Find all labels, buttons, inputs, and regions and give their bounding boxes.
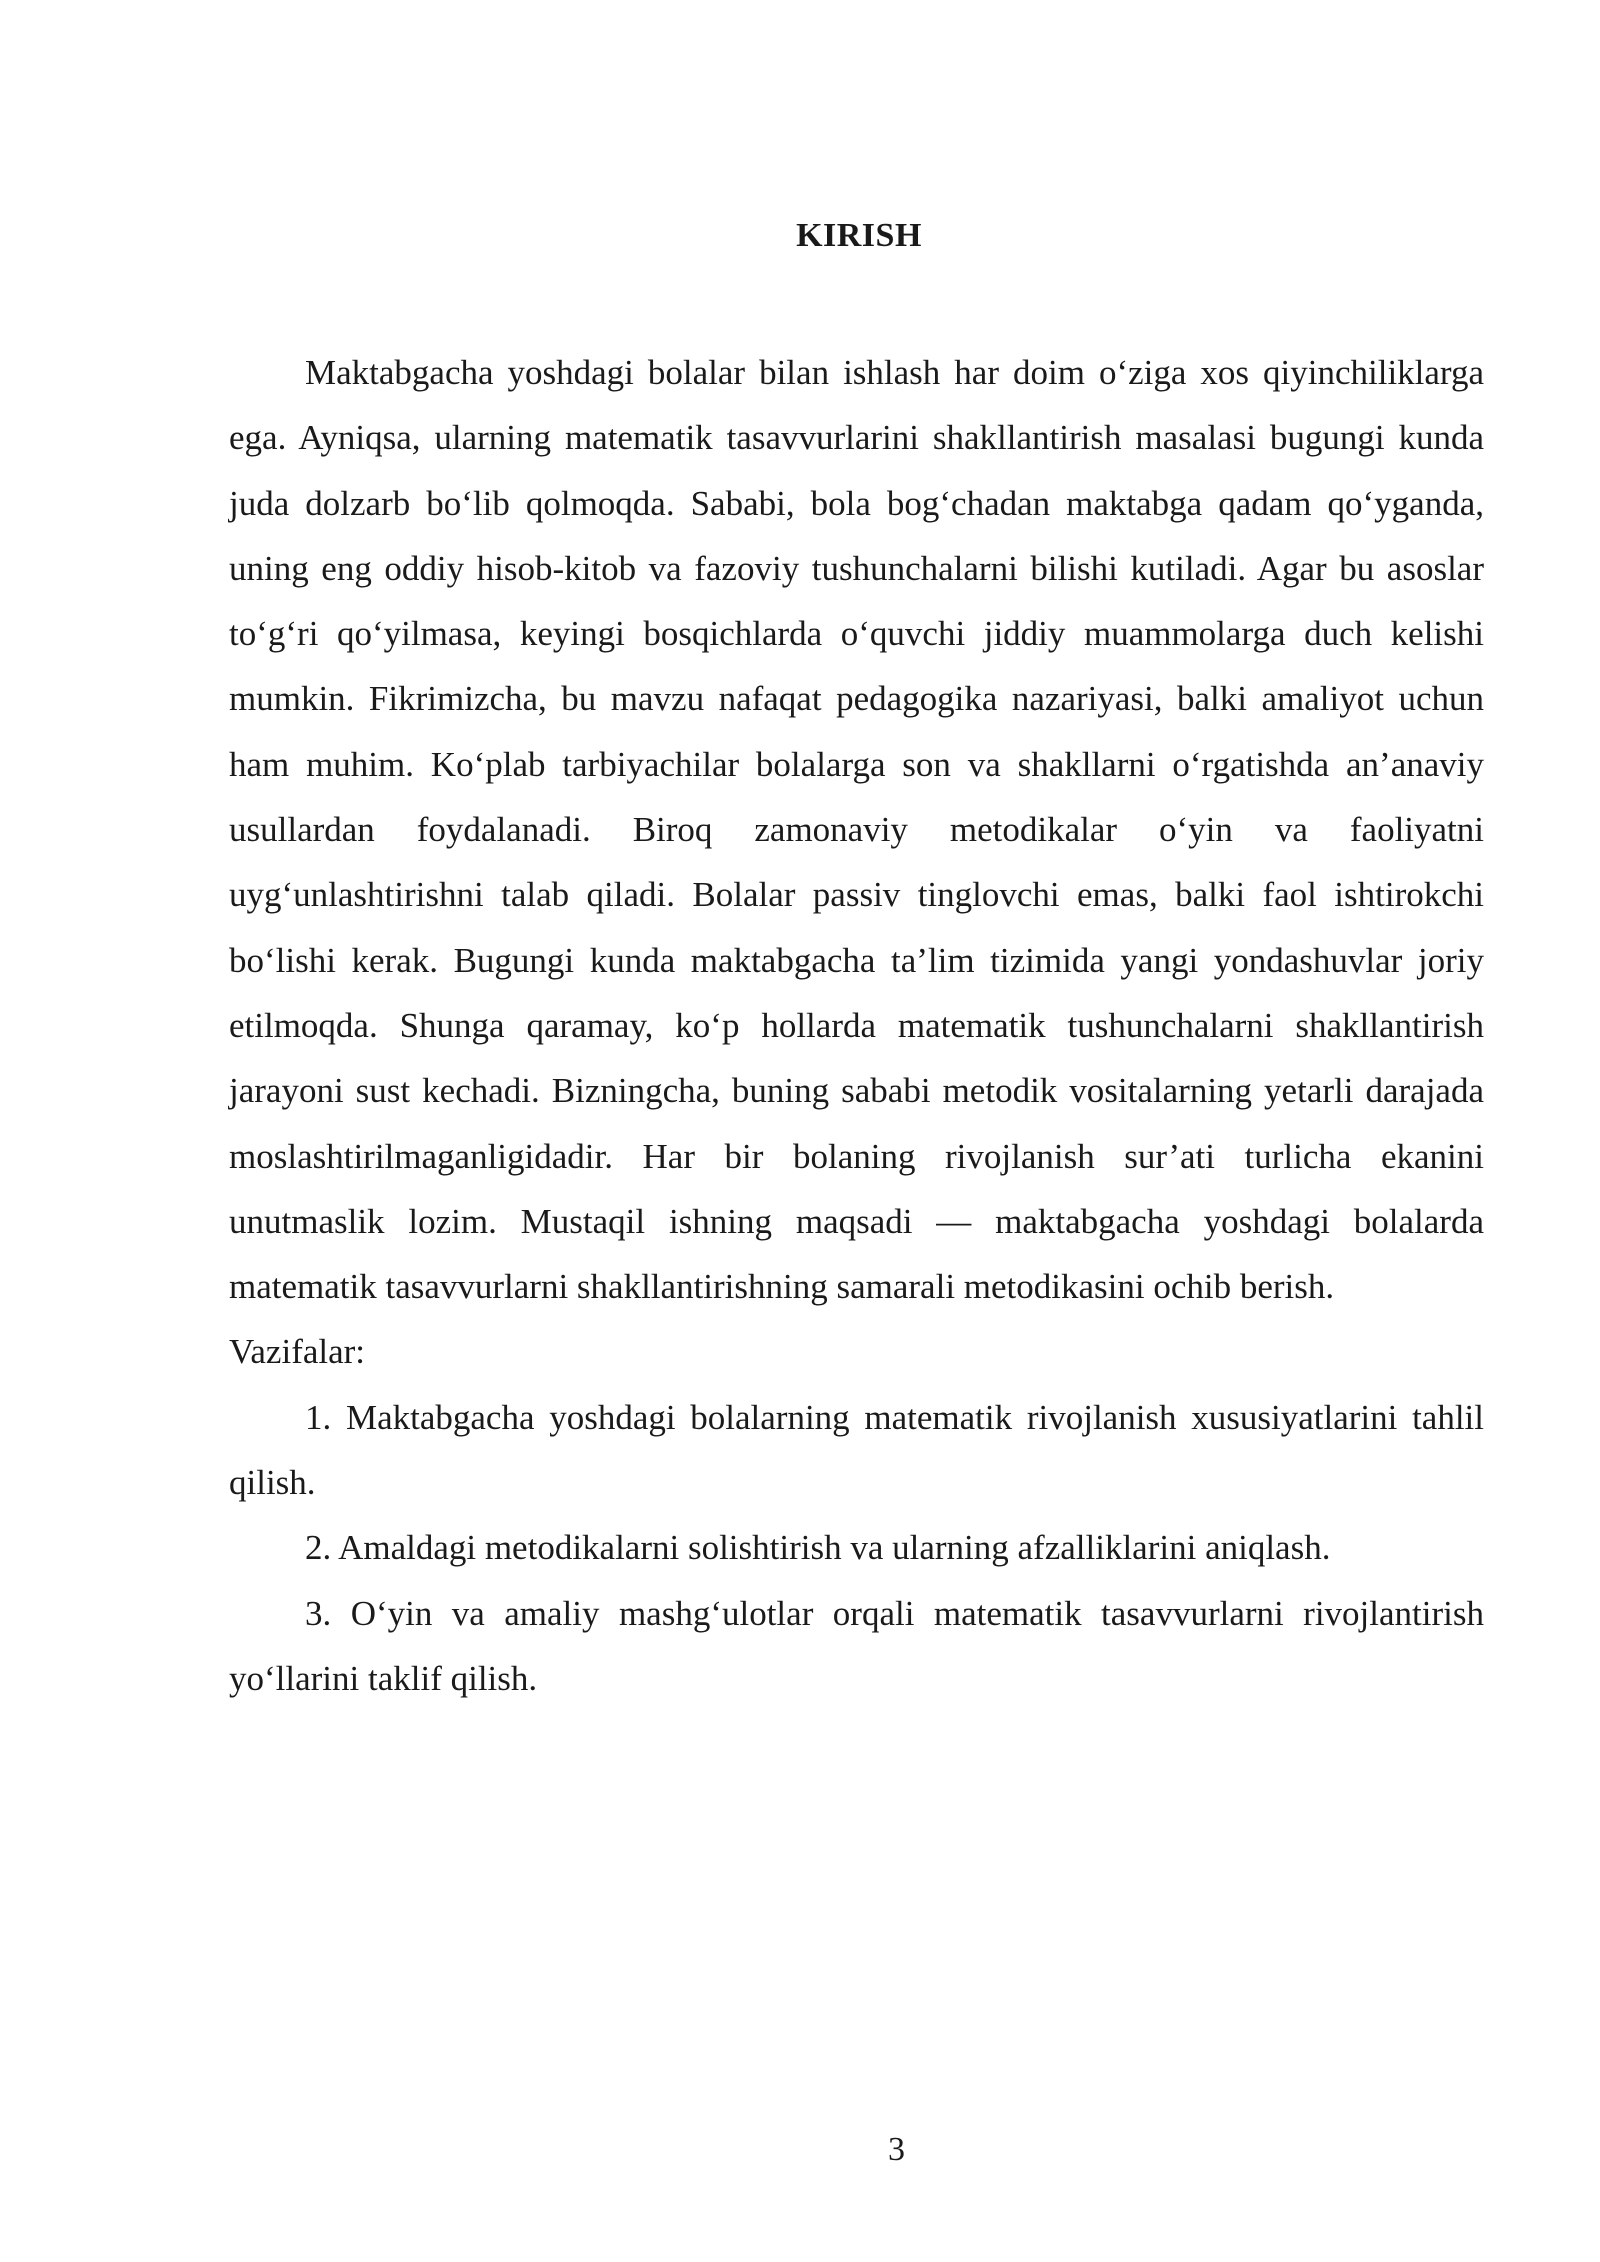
tasks-heading: Vazifalar: — [229, 1332, 366, 1372]
page-title: KIRISH — [796, 217, 922, 254]
page-number: 3 — [888, 2131, 905, 2168]
document-body — [229, 340, 1484, 1711]
intro-paragraph: Maktabgacha yoshdagi bolalar bilan ishlash har doim o‘ziga xos qiyinchiliklarga ega. Ayniqsa, ularning matematik tasavvurlarini shakllantirish masalasi bugungi kunda juda dolzarb bo‘lib qolmoqda. Sababi, bola bog‘chadan maktabga qadam qo‘yganda, uning eng oddiy hisob-kitob va fazoviy tushunchalarni bilishi kutiladi. Agar bu asoslar to‘g‘ri qo‘yilmasa, keyingi bosqichlarda o‘quvchi jiddiy muammolarga duch kelishi mumkin. Fikrimizcha, bu mavzu nafaqat pedagogika nazariyasi, balki amaliyot uchun ham muhim. Ko‘plab tarbiyachilar bolalarga son va shakllarni o‘rgatishda an’anaviy usullardan foydalanadi. Biroq zamonaviy metodikalar o‘yin va faoliyatni uyg‘unlashtirishni talab qiladi. Bolalar passiv tinglovchi emas, balki faol ishtirokchi bo‘lishi kerak. Bugungi kunda maktabgacha ta’lim tizimida yangi yondashuvlar joriy etilmoqda. Shunga qaramay, ko‘p hollarda matematik tushunchalarni shakllantirish jarayoni sust kechadi. Bizningcha, buning sababi metodik vositalarning yetarli darajada moslashtirilmaganligidadir. Har bir bolaning rivojlanish sur’ati turlicha ekanini unutmaslik lozim. Mustaqil ishning maqsadi — maktabgacha yoshdagi bolalarda matematik tasavvurlarni shakllantirishning samarali metodikasini ochib berish. — [229, 353, 1484, 1307]
task-item: 2. Amaldagi metodikalarni solishtirish va ularning afzalliklarini aniqlash. — [305, 1528, 1331, 1568]
task-item: 3. O‘yin va amaliy mashg‘ulotlar orqali matematik tasavvurlarni rivojlantirish yo‘llarini taklif qilish. — [229, 1593, 1484, 1698]
task-item: 1. Maktabgacha yoshdagi bolalarning matematik rivojlanish xususiyatlarini tahlil qilish. — [229, 1397, 1484, 1503]
